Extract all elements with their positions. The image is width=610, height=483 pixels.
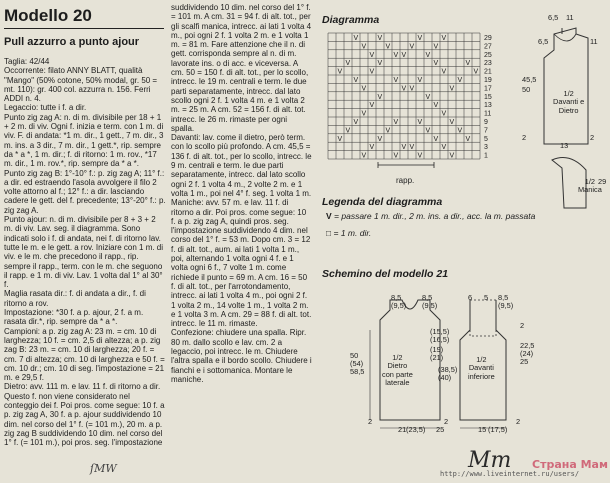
diagram-title: Diagramma — [322, 14, 380, 26]
chart-decrease-symbol: V — [409, 85, 415, 93]
stitch-chart — [326, 31, 498, 173]
chart-decrease-symbol: V — [377, 93, 383, 101]
body-outline — [544, 28, 588, 144]
chart-decrease-symbol: V — [337, 135, 343, 143]
chart-decrease-symbol: V — [377, 35, 383, 42]
legend-item-decrease — [326, 211, 535, 221]
page-title: Modello 20 — [4, 6, 92, 25]
dim-extra-1: 6,5 — [538, 37, 549, 46]
chart-decrease-symbol: V — [401, 85, 407, 93]
front-back-label: 1/2 Davanti e Dietro — [553, 89, 585, 115]
dim-side-3: 2 — [522, 133, 527, 142]
s21-side-9: (38,5) — [438, 365, 458, 374]
legend-decrease-text: = passare 1 m. dir., 2 m. ins. a dir., acc. la m. passata — [334, 211, 536, 221]
chart-decrease-symbol: V — [369, 102, 375, 110]
chart-row-number: 25 — [484, 51, 492, 59]
chart-decrease-symbol: V — [473, 68, 479, 76]
paragraph-front: Davanti: lav. come il dietro, però term. con lo scollo più profondo. A cm. 45,5 = 136 f. di alt. tot., per lo scollo, intrecc. le 9 m. centrali e term. le due parti separatamente, intrecc. dal lato scollo ogni 2 f. 1 volta 4 m., 2 volte 2 m. e 1 volta 1 m., poi nel 4° f. seg. 1 volta 1 m. — [171, 133, 312, 198]
s21-bottom-1: 21 — [398, 425, 407, 434]
chart-decrease-symbol: V — [465, 135, 471, 143]
chart-decrease-symbol: V — [417, 77, 423, 84]
chart-decrease-symbol: V — [401, 51, 407, 59]
dim-side-1: 45,5 — [522, 75, 537, 84]
chart-decrease-symbol: V — [425, 127, 431, 135]
schema21-title: Schemino del modello 21 — [322, 268, 449, 280]
chart-decrease-symbol: V — [457, 127, 463, 135]
s21-top-5: 6 — [468, 293, 473, 302]
chart-decrease-symbol: V — [361, 110, 367, 118]
s21-side-8: (21) — [430, 353, 444, 362]
chart-row-number: 11 — [484, 110, 492, 118]
chart-row-number: 21 — [484, 68, 492, 76]
legend-v-symbol: V — [326, 211, 332, 221]
chart-decrease-symbol: V — [449, 152, 455, 160]
chart-decrease-symbol: V — [433, 135, 439, 143]
neckline-front — [554, 34, 576, 41]
chart-decrease-symbol: V — [361, 152, 367, 160]
paragraph-stockinette: Maglia rasata dir.: f. di andata a dir., f. di ritorno a rov. — [4, 289, 146, 308]
instructions-column-right — [171, 3, 312, 384]
chart-row-number: 7 — [484, 127, 488, 135]
chart-decrease-symbol: V — [337, 68, 343, 76]
s21-bottom-5: 15 — [478, 425, 487, 434]
paragraph-swatches: Campioni: a p. zig zag A: 23 m. = cm. 10 di larghezza; 10 f. = cm. 2,5 di altezza; a p. zig zag B: 23 m. = cm. 10 di larghezza; 20 f. = cm. 7 di altezza; cm. 10 di larghezza e 50 f. = cm. 10 dr.; cm. 10 di seg. l'impostazione = 21 m. e 29,5 f. — [4, 326, 165, 383]
paragraph-finishing: Confezione: chiudere una spalla. Ripr. 80 m. dallo scollo e lav. cm. 2 a legaccio, poi intrecc. le m. Chiudere l'altra spalla e il bordo scollo. Chiudere i fianchi e i sottomanica. Montare le maniche. — [171, 328, 312, 384]
chart-row-number: 9 — [484, 119, 488, 126]
watermark-logo: Mm — [468, 448, 512, 473]
front-lower-label: 1/2 Davanti inferiore — [468, 355, 495, 381]
chart-row-number: 29 — [484, 35, 492, 42]
s21-side-5: (15,5) — [430, 327, 450, 336]
chart-row-number: 3 — [484, 144, 488, 152]
legend-knit-text: = 1 m. dir. — [333, 228, 372, 238]
s21-bottom-4: 2 — [444, 417, 449, 426]
dim-extra-2: 11 — [590, 37, 598, 46]
s21-top-8: (9,5) — [498, 301, 514, 310]
dim-top-2: 11 — [566, 13, 574, 22]
s21-top-6: 5 — [484, 293, 489, 302]
s21-top-4: (9,5) — [422, 301, 438, 310]
chart-decrease-symbol: V — [409, 144, 415, 152]
chart-row-number: 13 — [484, 102, 492, 110]
chart-decrease-symbol: V — [441, 110, 447, 118]
chart-row-numbers — [484, 35, 492, 160]
chart-row-number: 15 — [484, 93, 492, 101]
chart-row-number: 19 — [484, 77, 492, 84]
chart-decrease-symbol: V — [393, 51, 399, 59]
paragraph-ajour: Punto ajour: n. di m. divisibile per 8 + 3 + 2 m. di viv. Lav. seg. il diagramma. Sono indicati solo i f. di andata, nei f. di ritorno lav. tutte le m. e le gett. a rov. Iniziare con 1 m. di viv. e le m. che precedono il rapp., rip. sempre il rapp., term. con le m. che seguono il rapp. e 1 m. di viv. Lav. 1 volta dal 1° al 30° f. — [4, 215, 164, 290]
chart-decrease-symbol: V — [345, 60, 351, 68]
back-label: 1/2 Dietro con parte laterale — [382, 353, 413, 388]
s21-top-1: 8,5 — [391, 293, 402, 302]
chart-decrease-symbol: V — [385, 43, 391, 51]
dim-top-1: 6,5 — [548, 13, 559, 22]
page-subtitle: Pull azzurro a punto ajour — [4, 36, 140, 48]
watermark-url: http://www.liveinternet.ru/users/ — [440, 470, 580, 478]
chart-decrease-symbol: V — [433, 102, 439, 110]
s21-bottom-7: 2 — [516, 417, 521, 426]
s21-bottom-3: 25 — [436, 425, 445, 434]
paragraph-garter: Legaccio: tutte i f. a dir. — [4, 103, 87, 113]
dim-sleeve-top: 13 — [560, 141, 569, 150]
chart-decrease-symbol: V — [449, 85, 455, 93]
chart-decrease-symbol: V — [417, 119, 423, 126]
dim-sleeve-height: 29 — [598, 177, 607, 186]
s21-side-10: (40) — [438, 373, 452, 382]
s21-side-7: (19) — [430, 345, 444, 354]
chart-decrease-symbol: V — [417, 35, 423, 42]
chart-decrease-symbol: V — [361, 43, 367, 51]
s21-side-11: 2 — [520, 321, 525, 330]
legend-box-symbol: □ — [326, 228, 332, 238]
s21-side-6: (16,5) — [430, 335, 450, 344]
chart-row-number: 5 — [484, 135, 488, 143]
chart-decrease-symbol: V — [409, 43, 415, 51]
chart-decrease-symbol: V — [441, 68, 447, 76]
chart-row-number: 27 — [484, 43, 492, 51]
chart-decrease-symbol: V — [377, 60, 383, 68]
s21-side-4: 2 — [368, 417, 373, 426]
sleeve-label: 1/2 Manica — [578, 177, 602, 195]
paragraph-back: Dietro: avv. 111 m. e lav. 11 f. di ritorno a dir. Questo f. non viene considerato nel conteggio dei f. Poi pros. come segue: 10 f. a p. zig zag A, 30 f. a p. ajour suddividendo 10 dim. nel corso del 1° f. (= 101 m.), 20 m. a p. zig zag B suddividendo 10 dim. nel corso del 1° f. (= 101 m.), poi pros. seg. l'impostazione — [4, 382, 165, 448]
chart-decrease-symbol: V — [417, 152, 423, 160]
chart-decrease-symbol: V — [361, 85, 367, 93]
chart-decrease-symbol: V — [393, 152, 399, 160]
chart-decrease-symbol: V — [353, 35, 359, 42]
s21-top-2: (9,5) — [391, 301, 407, 310]
legend-title: Legenda del diagramma — [322, 196, 443, 208]
chart-decrease-symbol: V — [353, 119, 359, 126]
chart-decrease-symbol: V — [449, 119, 455, 126]
s21-side-14: 25 — [520, 357, 529, 366]
s21-side-13: (24) — [520, 349, 534, 358]
paragraph-setup: Impostazione: *30 f. a p. ajour, 2 f. a m. rasata dir.*, rip. sempre da * a *. — [4, 308, 144, 327]
title-divider — [4, 28, 164, 29]
s21-top-3: 8,5 — [422, 293, 433, 302]
chart-decrease-symbol: V — [393, 77, 399, 84]
s21-bottom-6: (17,5) — [488, 425, 508, 434]
model21-schema — [330, 290, 600, 430]
chart-decrease-symbol: V — [385, 127, 391, 135]
chart-decrease-symbol: V — [433, 60, 439, 68]
corner-handwritten-mark: ſMW — [90, 462, 117, 475]
chart-decrease-symbol: V — [425, 51, 431, 59]
chart-decrease-symbol: V — [433, 43, 439, 51]
paragraph-zigzag-a: Punto zig zag A: n. di m. divisibile per 18 + 1 + 2 m. di viv. Ogni f. inizia e term. con 1 m. di viv. F. di andata: *1 m. dir., 1 gett., 7 m. dir., 3 m. ins. a 3 dir., 7 m. dir., 1 gett.*, rip. sempre da * a *, 1 m. dir.; f. di ritorno: 1 m. rov., *17 m. dir., 1 m. rov.*, rip. sempre da * a *. — [4, 112, 164, 169]
chart-decrease-symbol: V — [457, 77, 463, 84]
upper-front-panel — [470, 300, 496, 336]
paragraph-back-continued: suddividendo 10 dim. nel corso del 1° f. = 101 m. A cm. 31 = 94 f. di alt. tot., per gli scalfi manica, intrecc. ai lati 1 volta 4 m., poi ogni 2 f. 1 volta 2 m. e 1 volta 1 m. = 81 m. Fare attenzione che il n. di gett. corrisponda sempre al n. di m. lavorate ins. o di acc. e viceversa. A cm. 50 = 150 f. di alt. tot., per lo scollo, intrecc. le 19 m. centrali e term. le due parti separatamente, intrecc. dal lato scollo ogni 2 f. 1 volta 4 m. e 1 volta 2 m. = 25 m. A cm. 52 = 156 f. di alt. tot. intrecc. le 26 m. rimaste per ogni spalla. — [171, 3, 312, 133]
chart-decrease-symbol: V — [441, 144, 447, 152]
chart-decrease-symbol: V — [369, 68, 375, 76]
s21-side-1: 50 — [350, 351, 359, 360]
s21-side-12: 22,5 — [520, 341, 535, 350]
chart-row-number: 1 — [484, 152, 488, 160]
watermark-site-name: Страна Мам — [532, 458, 608, 471]
chart-decrease-symbol: V — [401, 144, 407, 152]
chart-decrease-symbol: V — [393, 119, 399, 126]
chart-decrease-symbol: V — [377, 135, 383, 143]
legend-item-knit — [326, 228, 371, 238]
paragraph-zigzag-b: Punto zig zag B: 1°-10° f.: p. zig zag A; 11° f.: a dir. ed estraendo l'asola avvolgere il filo 2 volte attorno al f.; 12° f.: a dir. lasciando cadere le gett. del f. precedente; 13°-20° f.: p. zig zag A. — [4, 168, 166, 215]
repeat-label: rapp. — [396, 176, 415, 185]
s21-bottom-2: (23,5) — [406, 425, 426, 434]
chart-decrease-symbol: V — [345, 127, 351, 135]
paragraph-size: Taglia: 42/44 — [4, 57, 50, 66]
s21-side-2: (54) — [350, 359, 364, 368]
chart-decrease-symbol: V — [369, 144, 375, 152]
s21-side-3: 58,5 — [350, 367, 365, 376]
dim-side-2: 50 — [522, 85, 531, 94]
chart-decrease-symbol: V — [353, 77, 359, 84]
chart-row-number: 17 — [484, 85, 492, 93]
chart-decrease-symbol: V — [465, 60, 471, 68]
paragraph-sleeves: Maniche: avv. 57 m. e lav. 11 f. di ritorno a dir. Poi pros. come segue: 10 f. a p. zig zag A, quindi pros. seg. l'impostazione suddividendo 4 dim. nel corso del 1° f. = 53 m. Dopo cm. 3 = 12 f. di alt. tot., aum. ai lati 1 volta 1 m., poi, alternando 1 volta ogni 4 f. e 1 volta ogni 6 f., 7 volte 1 m. come richiede il punto = 69 m. A cm. 16 = 50 f. di alt. tot., per l'arrotondamento, intrecc. ai lati 1 volta 4 m., poi ogni 2 f. 1 volta 2 m., 14 volte 1 m., 1 volta 2 m. e 1 volta 3 m. A cm. 29 = 88 f. di alt. tot. intrecc. le 11 m. rimaste. — [171, 198, 312, 329]
dim-extra-3: 2 — [590, 133, 595, 142]
instructions-column-left — [4, 57, 166, 447]
chart-decrease-symbol: V — [369, 51, 375, 59]
chart-row-number: 23 — [484, 60, 492, 68]
paragraph-materials: Occorrente: filato ANNY BLATT, qualità "Mango" (50% cotone, 50% modal, gr. 50 = mt. 110): gr. 400 col. azzurra n. 156. Ferri ADDI n. 4. — [4, 66, 158, 104]
chart-decrease-symbol: V — [441, 35, 447, 42]
s21-top-7: 8,5 — [498, 293, 509, 302]
chart-decrease-symbol: V — [425, 93, 431, 101]
